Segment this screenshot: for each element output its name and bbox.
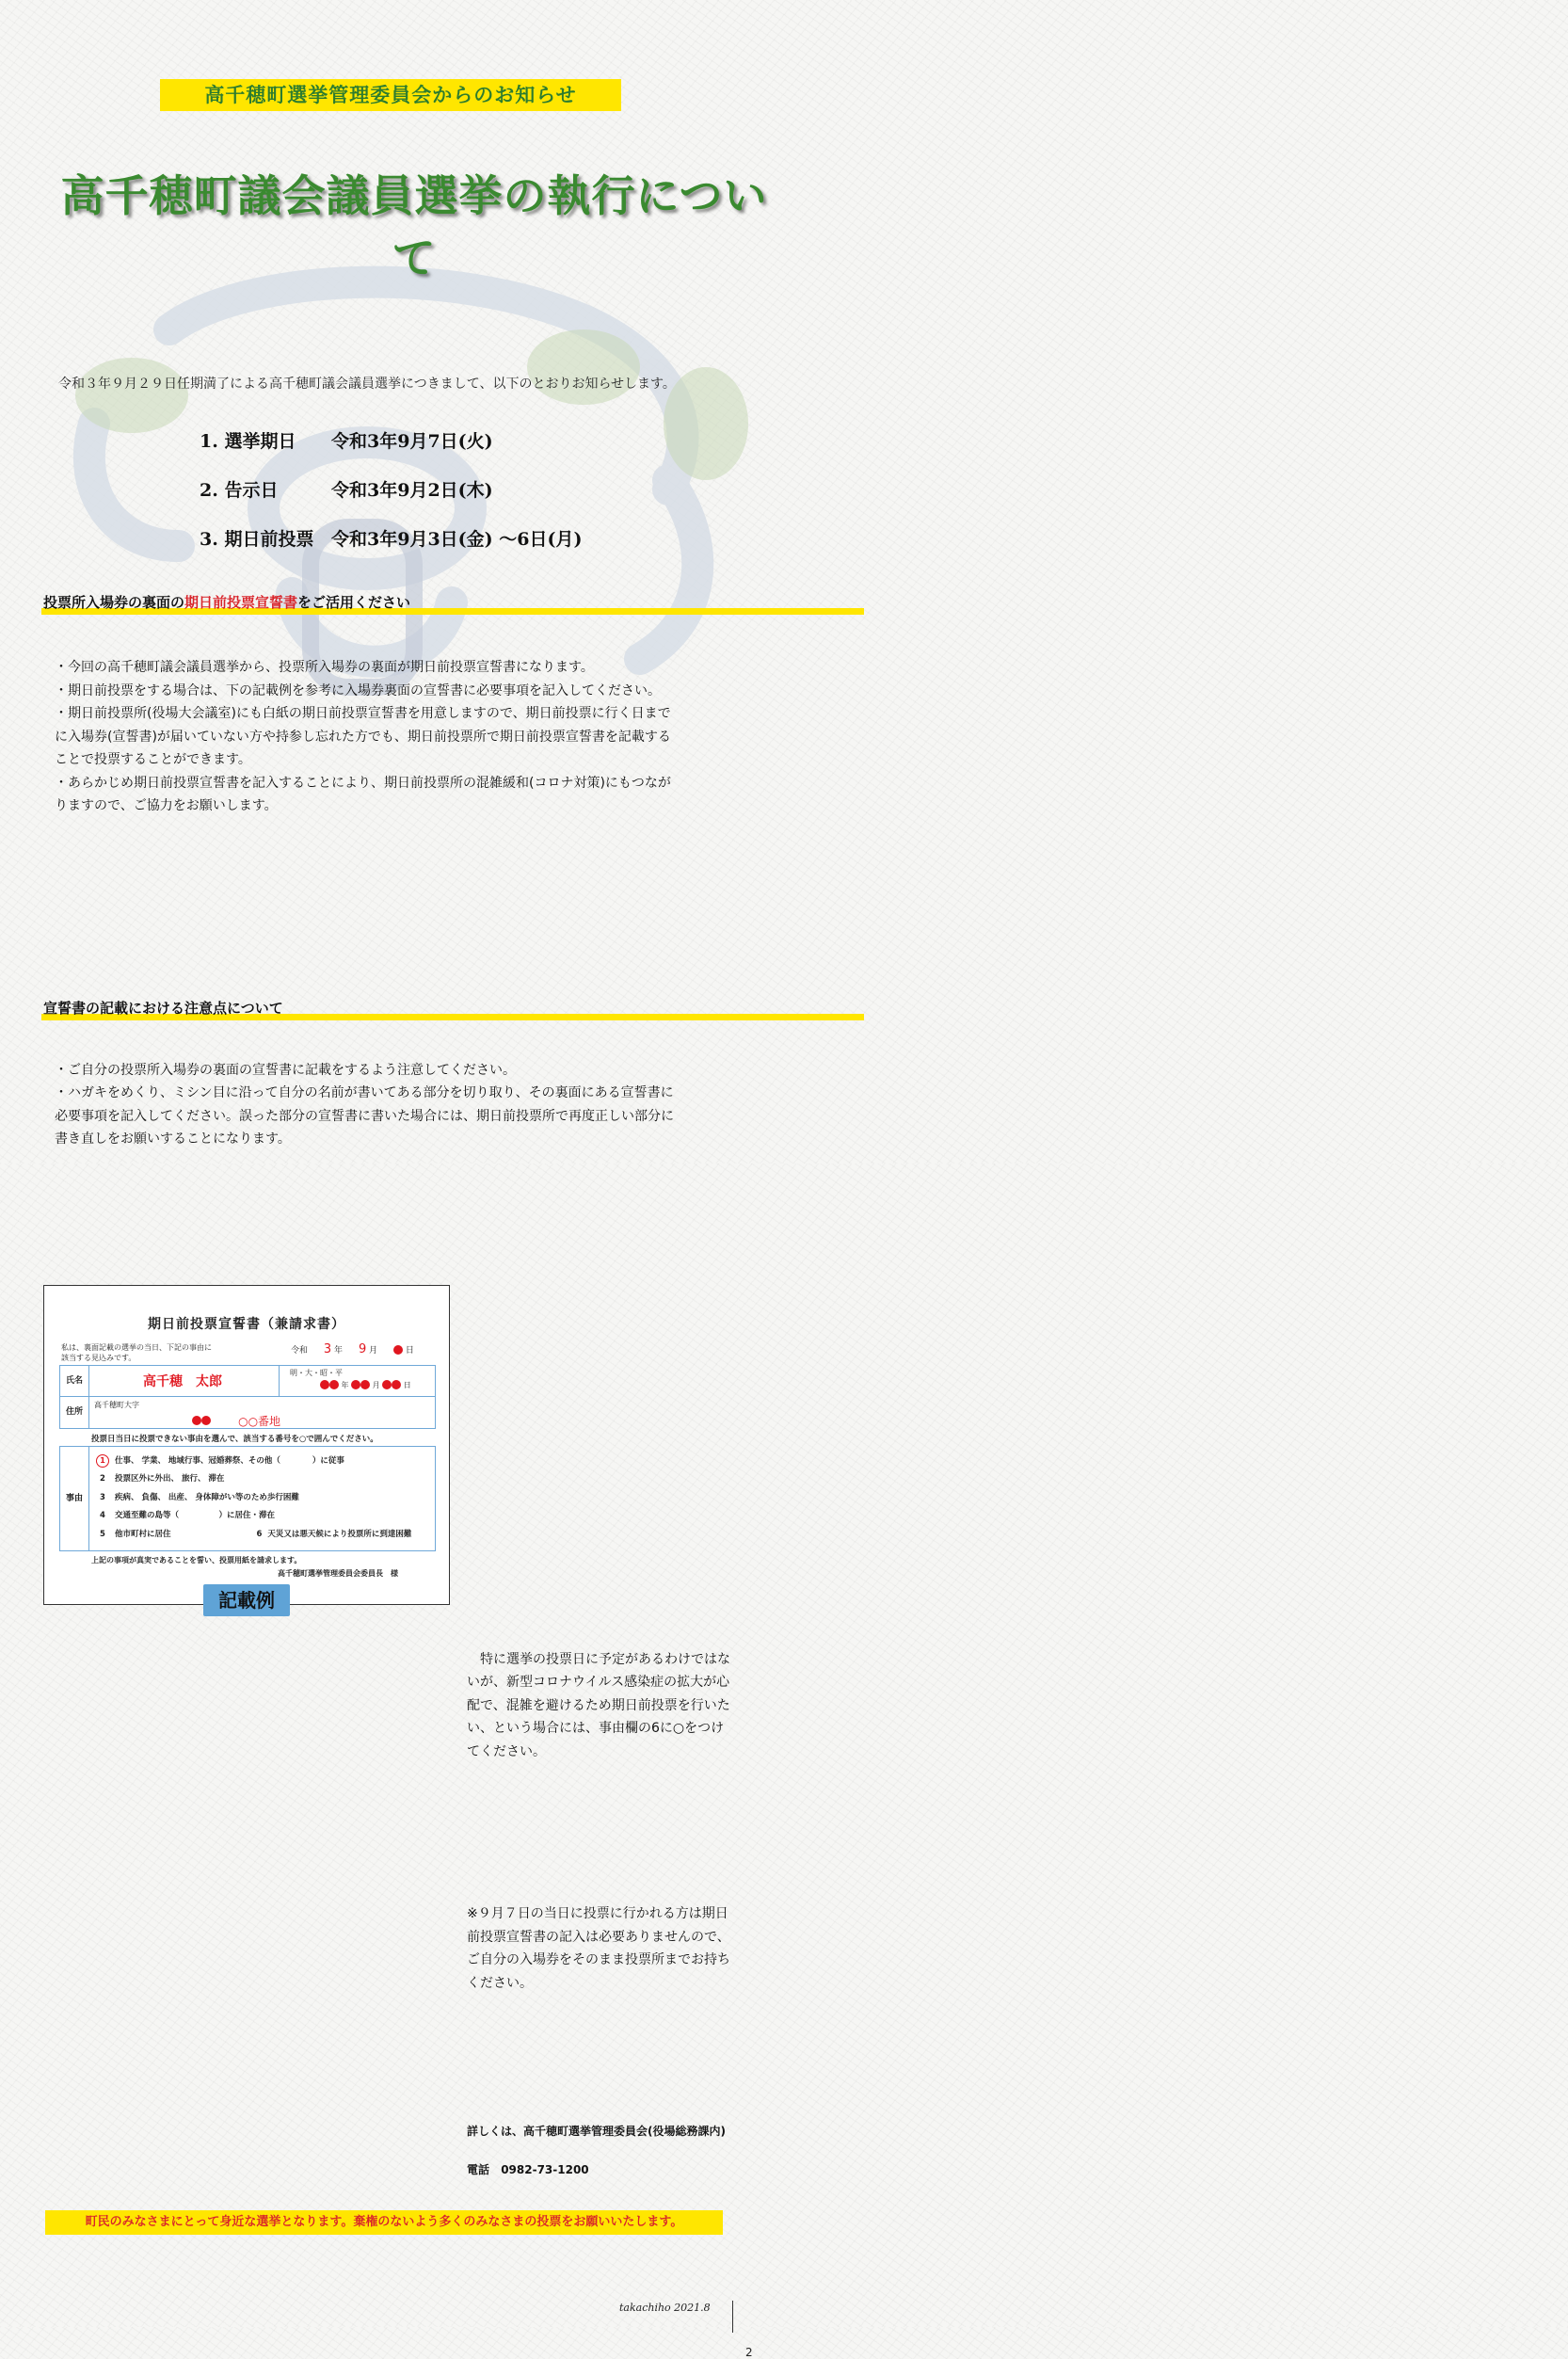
- publication-footer: takachiho 2021.8: [619, 2302, 711, 2314]
- reason-text: 仕事、 学業、 地域行事、冠婚葬祭、その他（ ）に従事: [115, 1455, 344, 1466]
- intro-text: 令和３年９月２９日任期満了による高千穂町議会議員選挙につきまして、以下のとおりお知らせします。: [58, 377, 676, 392]
- form-oath-text-1: 私は、裏面記載の選挙の当日、下記の事由に: [61, 1342, 212, 1352]
- paragraph-line: ・期日前投票をする場合は、下の記載例を参考に入場券裏面の宣誓書に必要事項を記入してください。: [55, 682, 661, 698]
- reason-instruction: 投票日当日に投票できない事由を選んで、該当する番号を○で囲んでください。: [91, 1434, 378, 1444]
- reason-number: 6: [256, 1529, 263, 1539]
- schedule-label: 2. 告示日: [200, 480, 279, 501]
- schedule-label: 1. 選挙期日: [200, 431, 296, 452]
- side-note-covid: 特に選挙の投票日に予定があるわけではないが、新型コロナウイルス感染症の拡大が心配で、混雑を避けるため期日前投票を行いたい、という場合には、事由欄の6に○をつけてください。: [467, 1651, 730, 1759]
- red-dot-icon: [360, 1380, 370, 1389]
- example-tag: 記載例: [203, 1584, 290, 1616]
- paragraph-line: ・ハガキをめくり、ミシン目に沿って自分の名前が書いてある部分を切り取り、その裏面にある宣誓書に: [55, 1085, 674, 1100]
- reason-text: 投票区外に外出、 旅行、 滞在: [115, 1474, 225, 1484]
- address-value: ○○番地: [238, 1414, 281, 1428]
- reason-number: 3: [100, 1492, 105, 1502]
- reason-item: [96, 1526, 411, 1545]
- reason-item: [96, 1452, 411, 1471]
- paragraph-line: ・あらかじめ期日前投票宣誓書を記入することにより、期日前投票所の混雑緩和(コロナ対策)にもつなが: [55, 775, 671, 791]
- paragraph-line: に入場券(宣誓書)が届いていない方や持参し忘れた方でも、期日前投票所で期日前投票宣誓書を記載する: [55, 729, 671, 745]
- paragraph-line: ・期日前投票所(役場大会議室)にも白紙の期日前投票宣誓書を用意しますので、期日前投票に行く日まで: [55, 706, 671, 721]
- red-dot-icon: [192, 1416, 201, 1425]
- name-value: 高千穂 太郎: [143, 1373, 222, 1389]
- divider: [279, 1366, 280, 1396]
- schedule-value: 令和3年9月2日(木): [331, 480, 493, 501]
- date-year-unit: 年: [334, 1345, 344, 1356]
- section-heading-oath-usage: [41, 592, 864, 615]
- reason-number: 4: [100, 1511, 105, 1520]
- contact-phone: [467, 2161, 1289, 2177]
- reason-text: 交通至難の島等（ ）に居住・滞在: [115, 1511, 276, 1520]
- phone-label: 電話: [467, 2163, 490, 2176]
- reason-item: [96, 1470, 411, 1489]
- paragraph-line: ・ご自分の投票所入場券の裏面の宣誓書に記載をするよう注意してください。: [55, 1062, 516, 1078]
- form-name-address-box: [59, 1365, 436, 1429]
- divider: [88, 1396, 435, 1397]
- reason-item: [96, 1507, 411, 1526]
- section1-body: [55, 656, 732, 818]
- reason-label: 事由: [60, 1447, 89, 1550]
- birth-day-unit: 日: [403, 1380, 411, 1389]
- red-dot-icon: [351, 1380, 360, 1389]
- birth-month-unit: 月: [372, 1380, 380, 1389]
- red-dot-icon: [320, 1380, 329, 1389]
- reason-item: [96, 1489, 411, 1508]
- heading-text: 投票所入場券の裏面の: [43, 594, 185, 611]
- birth-year-unit: 年: [341, 1380, 349, 1389]
- form-date: [291, 1342, 414, 1356]
- paragraph-line: 必要事項を記入してください。誤った部分の宣誓書に書いた場合には、期日前投票所で再度正しい部分に: [55, 1108, 674, 1124]
- schedule-value: 令和3年9月3日(金) ～6日(月): [331, 529, 583, 550]
- page-title: 高千穂町議会議員選挙の執行について: [60, 170, 768, 283]
- address-number: [192, 1411, 280, 1429]
- red-dot-icon: [201, 1416, 211, 1425]
- date-month: 9: [358, 1341, 367, 1356]
- birth-eras: 明・大・昭・平: [290, 1368, 343, 1377]
- form-addressee: 高千穂町選挙管理委員会委員長 様: [278, 1568, 398, 1578]
- red-dot-icon: [393, 1345, 403, 1355]
- heading-text: をご活用ください: [297, 594, 411, 611]
- form-reason-box: [59, 1446, 436, 1551]
- reason-number: 5: [100, 1529, 105, 1539]
- red-dot-icon: [382, 1380, 392, 1389]
- footer-divider: [732, 2301, 733, 2333]
- reason-number-circled: 1: [96, 1454, 109, 1468]
- paragraph-line: ことで投票することができます。: [55, 752, 251, 767]
- schedule-item-election-date: [200, 427, 1022, 453]
- reason-text: 他市町村に居住: [115, 1529, 171, 1539]
- heading-highlight: 期日前投票宣誓書: [184, 594, 298, 611]
- reason-list: [96, 1452, 411, 1545]
- contact-info: 詳しくは、高千穂町選挙管理委員会(役場総務課内): [467, 2125, 726, 2138]
- schedule-label: 3. 期日前投票: [200, 529, 314, 550]
- red-dot-icon: [329, 1380, 339, 1389]
- date-era: 令和: [291, 1345, 309, 1356]
- form-oath-text-2: 該当する見込みです。: [61, 1353, 136, 1362]
- form-declaration: 上記の事項が真実であることを誓い、投票用紙を請求します。: [91, 1555, 302, 1565]
- schedule-value: 令和3年9月7日(火): [331, 431, 493, 452]
- section2-body: [55, 1059, 732, 1151]
- page-number: 2: [745, 2346, 753, 2359]
- form-title: 期日前投票宣誓書（兼請求書）: [148, 1316, 345, 1332]
- reason-number: 2: [100, 1474, 105, 1484]
- reason-text: 疾病、 負傷、 出産、 身体障がい等のため歩行困難: [115, 1492, 299, 1502]
- notice-banner: 高千穂町選挙管理委員会からのお知らせ: [160, 79, 621, 111]
- birth-date: [320, 1380, 411, 1390]
- example-form: [43, 1285, 450, 1605]
- reason-text: 天災又は悪天候により投票所に到達困難: [267, 1529, 412, 1539]
- date-day-unit: 日: [405, 1345, 414, 1356]
- phone-number: 0982-73-1200: [501, 2163, 589, 2176]
- side-note-election-day: ※９月７日の当日に投票に行かれる方は期日前投票宣誓書の記入は必要ありませんので、ご自分の入場券をそのまま投票所までお持ちください。: [467, 1906, 730, 1991]
- red-dot-icon: [392, 1380, 401, 1389]
- schedule-item-notice-date: [200, 476, 1022, 502]
- address-prefix: 高千穂町大字: [94, 1400, 139, 1409]
- section-heading-notes: 宣誓書の記載における注意点について: [41, 998, 864, 1020]
- schedule-item-early-voting: [200, 525, 1022, 551]
- paragraph-line: 書き直しをお願いすることになります。: [55, 1131, 291, 1147]
- address-label: 住所: [60, 1397, 89, 1428]
- date-year: 3: [323, 1341, 332, 1356]
- closing-banner: 町民のみなさまにとって身近な選挙となります。棄権のないよう多くのみなさまの投票をお願いいたします。: [45, 2210, 723, 2235]
- name-label: 氏名: [60, 1366, 89, 1397]
- paragraph-line: ・今回の高千穂町議会議員選挙から、投票所入場券の裏面が期日前投票宣誓書になります。: [55, 660, 594, 675]
- date-month-unit: 月: [369, 1345, 378, 1356]
- paragraph-line: りますので、ご協力をお願いします。: [55, 798, 278, 813]
